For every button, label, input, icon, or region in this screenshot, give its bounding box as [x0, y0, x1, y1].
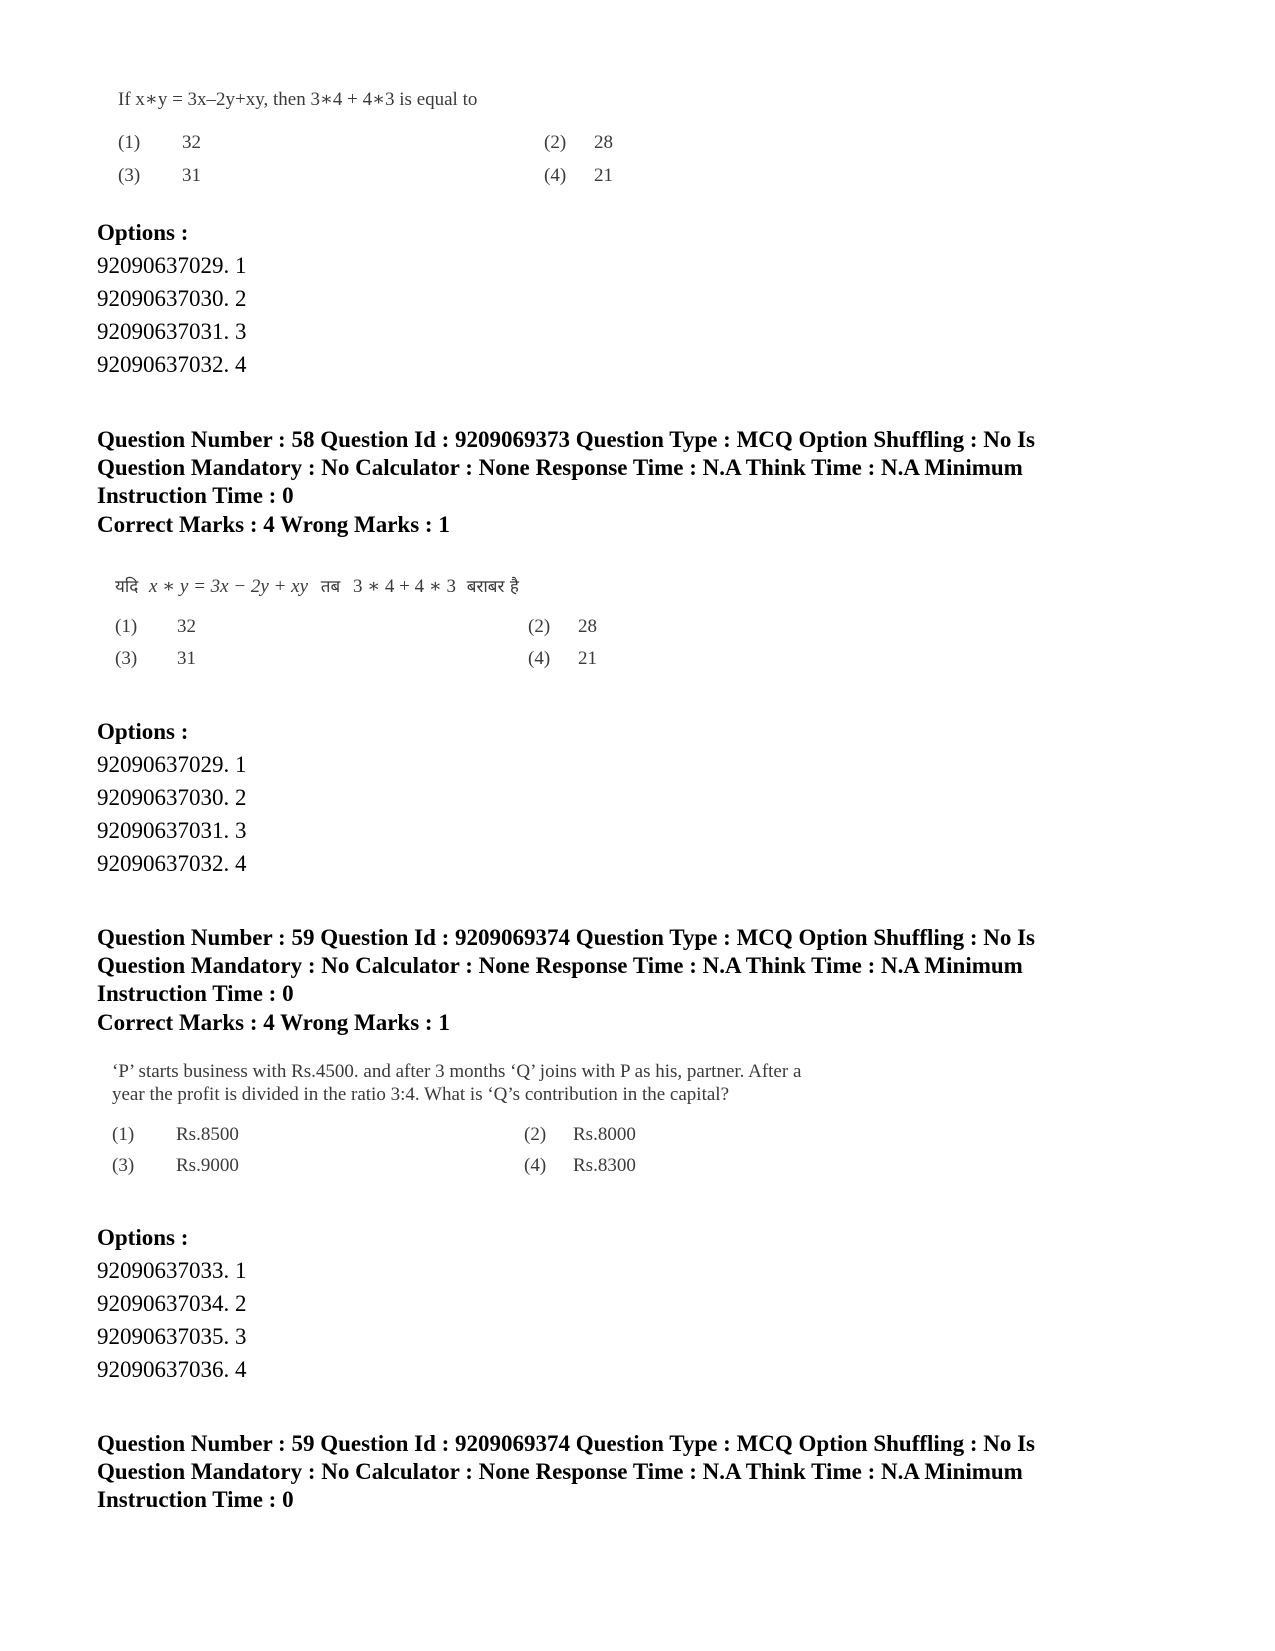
option-item: 92090637034. 2 — [97, 1291, 247, 1316]
choice-value: Rs.8000 — [573, 1124, 636, 1145]
question-text-line: ‘P’ starts business with Rs.4500. and after 3 months ‘Q’ joins with P as his, partner. After a — [112, 1061, 802, 1082]
question-image-q59 — [112, 1061, 992, 1191]
question-image-q57 — [118, 88, 678, 198]
choice-number: (4) — [544, 165, 567, 186]
option-item: 92090637032. 4 — [97, 352, 247, 377]
question-suffix: बराबर है — [466, 577, 519, 597]
choice-number: (3) — [112, 1155, 135, 1176]
meta-line: Instruction Time : 0 — [97, 1487, 294, 1512]
choice-value: Rs.8500 — [176, 1124, 239, 1145]
meta-line: Question Number : 58 Question Id : 9209069373 Question Type : MCQ Option Shuffling : No Is — [97, 427, 1036, 452]
option-item: 92090637036. 4 — [97, 1357, 247, 1382]
choice-value: 32 — [177, 616, 196, 637]
choice-value: 28 — [594, 132, 613, 153]
meta-line: Question Number : 59 Question Id : 9209069374 Question Type : MCQ Option Shuffling : No Is — [97, 1431, 1036, 1456]
choice-number: (1) — [115, 616, 138, 637]
choice-number: (4) — [524, 1155, 547, 1176]
choice-value: Rs.9000 — [176, 1155, 239, 1176]
choice-value: 28 — [578, 616, 597, 637]
choice-number: (4) — [528, 648, 551, 669]
choice-value: 21 — [594, 165, 613, 186]
meta-line: Question Mandatory : No Calculator : None Response Time : N.A Think Time : N.A Minimum — [97, 455, 1023, 480]
question-meta — [97, 1430, 1035, 1514]
meta-line: Instruction Time : 0 — [97, 981, 294, 1006]
question-mid: तब — [320, 577, 341, 597]
option-item: 92090637035. 3 — [97, 1324, 247, 1349]
options-title: Options : — [97, 719, 189, 744]
question-image-q58 — [115, 574, 675, 684]
question-text — [115, 574, 519, 598]
option-item: 92090637032. 4 — [97, 851, 247, 876]
choice-number: (2) — [544, 132, 567, 153]
meta-line: Question Mandatory : No Calculator : None Response Time : N.A Think Time : N.A Minimum — [97, 953, 1023, 978]
marks-line: Correct Marks : 4 Wrong Marks : 1 — [97, 1010, 450, 1035]
question-meta — [97, 924, 1035, 1008]
choice-number: (1) — [112, 1124, 135, 1145]
option-item: 92090637029. 1 — [97, 253, 247, 278]
options-title: Options : — [97, 220, 189, 245]
choice-number: (2) — [524, 1124, 547, 1145]
option-item: 92090637030. 2 — [97, 785, 247, 810]
meta-line: Question Mandatory : No Calculator : None Response Time : N.A Think Time : N.A Minimum — [97, 1459, 1023, 1484]
choice-value: 31 — [182, 165, 201, 186]
choice-value: 21 — [578, 648, 597, 669]
choice-number: (3) — [118, 165, 141, 186]
meta-line: Question Number : 59 Question Id : 9209069374 Question Type : MCQ Option Shuffling : No Is — [97, 925, 1036, 950]
choice-number: (3) — [115, 648, 138, 669]
choice-number: (2) — [528, 616, 551, 637]
choice-value: 31 — [177, 648, 196, 669]
choice-value: 32 — [182, 132, 201, 153]
meta-line: Instruction Time : 0 — [97, 483, 294, 508]
question-math2: 3 ∗ 4 + 4 ∗ 3 — [352, 576, 456, 597]
question-prefix: यदि — [115, 577, 139, 597]
option-item: 92090637031. 3 — [97, 319, 247, 344]
question-text: If x∗y = 3x–2y+xy, then 3∗4 + 4∗3 is equal to — [118, 89, 478, 110]
option-item: 92090637030. 2 — [97, 286, 247, 311]
option-item: 92090637033. 1 — [97, 1258, 247, 1283]
question-text-line: year the profit is divided in the ratio 3:4. What is ‘Q’s contribution in the capital? — [112, 1084, 729, 1105]
option-item: 92090637031. 3 — [97, 818, 247, 843]
choice-value: Rs.8300 — [573, 1155, 636, 1176]
option-item: 92090637029. 1 — [97, 752, 247, 777]
choice-number: (1) — [118, 132, 141, 153]
marks-line: Correct Marks : 4 Wrong Marks : 1 — [97, 512, 450, 537]
options-title: Options : — [97, 1225, 189, 1250]
question-math: x ∗ y = 3x − 2y + xy — [149, 576, 309, 597]
question-meta — [97, 426, 1035, 510]
